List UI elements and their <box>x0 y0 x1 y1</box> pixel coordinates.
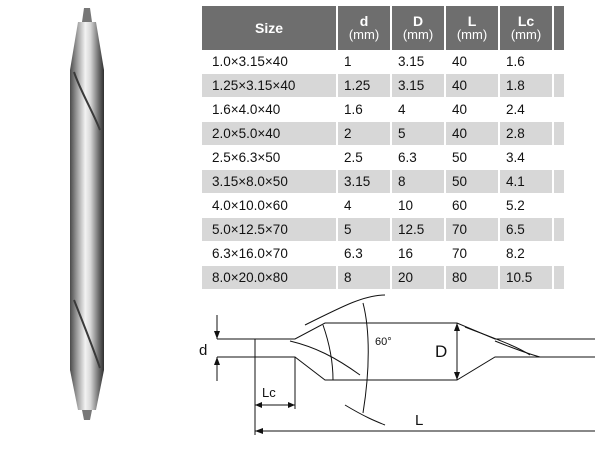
table-cell: 5 <box>337 218 391 242</box>
table-cell: 5.2 <box>499 194 553 218</box>
table-cell: 6.3 <box>391 146 445 170</box>
table-cell: 1 <box>337 50 391 74</box>
table-cell: 40 <box>445 74 499 98</box>
center-drill-photo <box>0 0 195 449</box>
table-cell: 70 <box>445 242 499 266</box>
table-cell: 6.3 <box>337 242 391 266</box>
header-L: L (mm) <box>445 6 499 50</box>
table-cell: 50 <box>445 146 499 170</box>
table-cell: 5 <box>391 122 445 146</box>
table-cell: 1.6 <box>337 98 391 122</box>
table-cell-cut-off <box>553 218 565 242</box>
table-cell: 5.0×12.5×70 <box>202 218 337 242</box>
table-cell: 80 <box>445 266 499 290</box>
table-cell: 1.6 <box>499 50 553 74</box>
table-cell-cut-off <box>553 242 565 266</box>
table-cell: 60 <box>445 194 499 218</box>
table-cell: 4.1 <box>499 170 553 194</box>
table-cell: 70 <box>445 218 499 242</box>
table-cell: 3.15 <box>391 74 445 98</box>
table-cell: 50 <box>445 170 499 194</box>
table-row <box>202 146 565 170</box>
table-cell: 1.25 <box>337 74 391 98</box>
label-Lc: Lc <box>262 385 276 400</box>
table-cell: 8 <box>391 170 445 194</box>
table-cell-cut-off <box>553 50 565 74</box>
table-row <box>202 170 565 194</box>
center-drill-diagram <box>195 285 600 449</box>
header-Lc: Lc (mm) <box>499 6 553 50</box>
label-L: L <box>415 412 424 429</box>
table-cell: 2.5 <box>337 146 391 170</box>
table-cell: 8.0×20.0×80 <box>202 266 337 290</box>
table-cell: 2.4 <box>499 98 553 122</box>
table-cell-cut-off <box>553 194 565 218</box>
table-header-row <box>202 6 565 50</box>
table-cell: 1.0×3.15×40 <box>202 50 337 74</box>
table-cell: 1.8 <box>499 74 553 98</box>
table-cell: 8 <box>337 266 391 290</box>
header-cut-off <box>553 6 565 50</box>
table-row <box>202 74 565 98</box>
table-cell: 1.6×4.0×40 <box>202 98 337 122</box>
table-cell: 4 <box>337 194 391 218</box>
table-cell: 12.5 <box>391 218 445 242</box>
table-cell: 3.15 <box>337 170 391 194</box>
table-cell: 4.0×10.0×60 <box>202 194 337 218</box>
table-row <box>202 218 565 242</box>
table-cell: 20 <box>391 266 445 290</box>
table-row <box>202 122 565 146</box>
label-d: d <box>199 342 208 359</box>
table-cell: 10.5 <box>499 266 553 290</box>
table-cell: 6.3×16.0×70 <box>202 242 337 266</box>
table-cell: 3.15 <box>391 50 445 74</box>
table-cell: 6.5 <box>499 218 553 242</box>
table-row <box>202 194 565 218</box>
table-cell-cut-off <box>553 74 565 98</box>
table-cell: 1.25×3.15×40 <box>202 74 337 98</box>
drill-outline <box>255 323 595 339</box>
table-cell-cut-off <box>553 122 565 146</box>
label-angle: 60° <box>375 336 392 348</box>
header-D: D (mm) <box>391 6 445 50</box>
header-d: d (mm) <box>337 6 391 50</box>
table-cell: 4 <box>391 98 445 122</box>
table-cell-cut-off <box>553 170 565 194</box>
table-row <box>202 98 565 122</box>
table-cell-cut-off <box>553 146 565 170</box>
header-size: Size <box>202 6 337 50</box>
table-cell: 40 <box>445 98 499 122</box>
table-cell: 40 <box>445 50 499 74</box>
table-cell: 2.0×5.0×40 <box>202 122 337 146</box>
label-D: D <box>435 342 448 361</box>
table-cell-cut-off <box>553 98 565 122</box>
table-cell: 2.8 <box>499 122 553 146</box>
table-cell: 3.4 <box>499 146 553 170</box>
table-cell: 2.5×6.3×50 <box>202 146 337 170</box>
table-cell: 16 <box>391 242 445 266</box>
table-cell: 40 <box>445 122 499 146</box>
table-row <box>202 242 565 266</box>
table-cell: 3.15×8.0×50 <box>202 170 337 194</box>
table-cell: 10 <box>391 194 445 218</box>
table-cell: 2 <box>337 122 391 146</box>
table-row <box>202 50 565 74</box>
table-cell: 8.2 <box>499 242 553 266</box>
spec-table <box>202 6 566 290</box>
